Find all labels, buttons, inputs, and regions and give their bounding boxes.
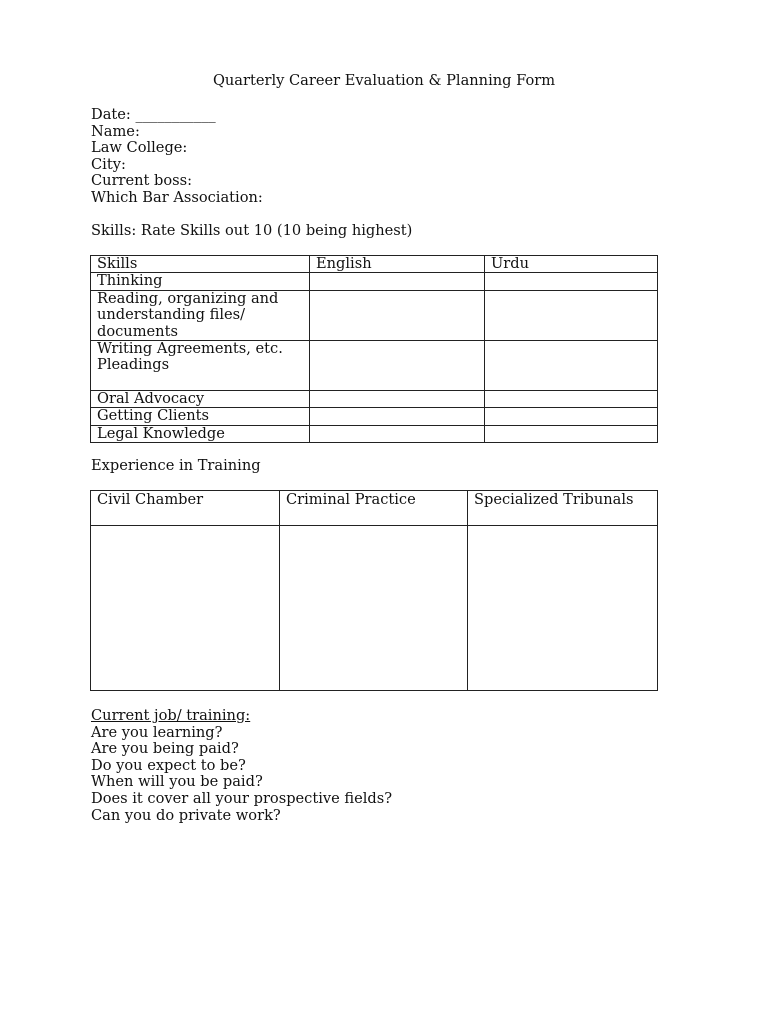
specialized-tribunals-cell[interactable] <box>468 526 658 691</box>
city-field-label: City: <box>91 155 126 173</box>
table-row <box>91 273 658 290</box>
specialized-tribunals-header: Specialized Tribunals <box>468 491 658 526</box>
criminal-practice-header: Criminal Practice <box>280 491 468 526</box>
date-field-label: Date: ___________ <box>91 106 216 123</box>
skill-name-cell: Writing Agreements, etc. Pleadings <box>91 341 310 391</box>
skill-name-cell: Oral Advocacy <box>91 391 310 408</box>
skill-name-cell: Reading, organizing and understanding files/ documents <box>91 290 310 340</box>
bar-association-field-label: Which Bar Association: <box>91 188 263 206</box>
english-rating-cell[interactable] <box>310 391 485 408</box>
urdu-rating-cell[interactable] <box>485 341 658 391</box>
question-item: Are you being paid? <box>91 740 239 758</box>
info-fields <box>91 107 263 206</box>
table-row <box>91 391 658 408</box>
training-table <box>90 490 658 691</box>
urdu-rating-cell[interactable] <box>485 290 658 340</box>
question-item: Are you learning? <box>91 723 223 741</box>
table-row <box>91 425 658 442</box>
skills-column-header: Skills <box>91 256 310 273</box>
civil-chamber-header: Civil Chamber <box>91 491 280 526</box>
english-column-header: English <box>310 256 485 273</box>
urdu-rating-cell[interactable] <box>485 408 658 425</box>
english-rating-cell[interactable] <box>310 408 485 425</box>
name-field-label: Name: <box>91 122 140 140</box>
english-rating-cell[interactable] <box>310 290 485 340</box>
training-heading: Experience in Training <box>91 457 261 474</box>
skills-heading: Skills: Rate Skills out 10 (10 being highest) <box>91 222 413 239</box>
table-row <box>91 290 658 340</box>
training-entry-row <box>91 526 658 691</box>
skill-name-cell: Legal Knowledge <box>91 425 310 442</box>
questions-heading: Current job/ training: <box>91 707 251 724</box>
current-boss-field-label: Current boss: <box>91 172 193 189</box>
english-rating-cell[interactable] <box>310 341 485 391</box>
question-item: Can you do private work? <box>91 806 281 824</box>
criminal-practice-cell[interactable] <box>280 526 468 691</box>
civil-chamber-cell[interactable] <box>91 526 280 691</box>
english-rating-cell[interactable] <box>310 273 485 290</box>
questions-section <box>91 708 392 824</box>
skills-header-row <box>91 256 658 273</box>
law-college-field-label: Law College: <box>91 139 188 156</box>
training-header-row <box>91 491 658 526</box>
table-row <box>91 341 658 391</box>
english-rating-cell[interactable] <box>310 425 485 442</box>
skills-table <box>90 255 658 443</box>
question-item: Does it cover all your prospective fields? <box>91 789 393 807</box>
skill-name-cell: Thinking <box>91 273 310 290</box>
urdu-rating-cell[interactable] <box>485 273 658 290</box>
table-row <box>91 408 658 425</box>
urdu-column-header: Urdu <box>485 256 658 273</box>
skill-name-cell: Getting Clients <box>91 408 310 425</box>
urdu-rating-cell[interactable] <box>485 391 658 408</box>
question-item: When will you be paid? <box>91 773 263 791</box>
question-item: Do you expect to be? <box>91 756 246 774</box>
page-title: Quarterly Career Evaluation & Planning Form <box>212 72 556 89</box>
urdu-rating-cell[interactable] <box>485 425 658 442</box>
